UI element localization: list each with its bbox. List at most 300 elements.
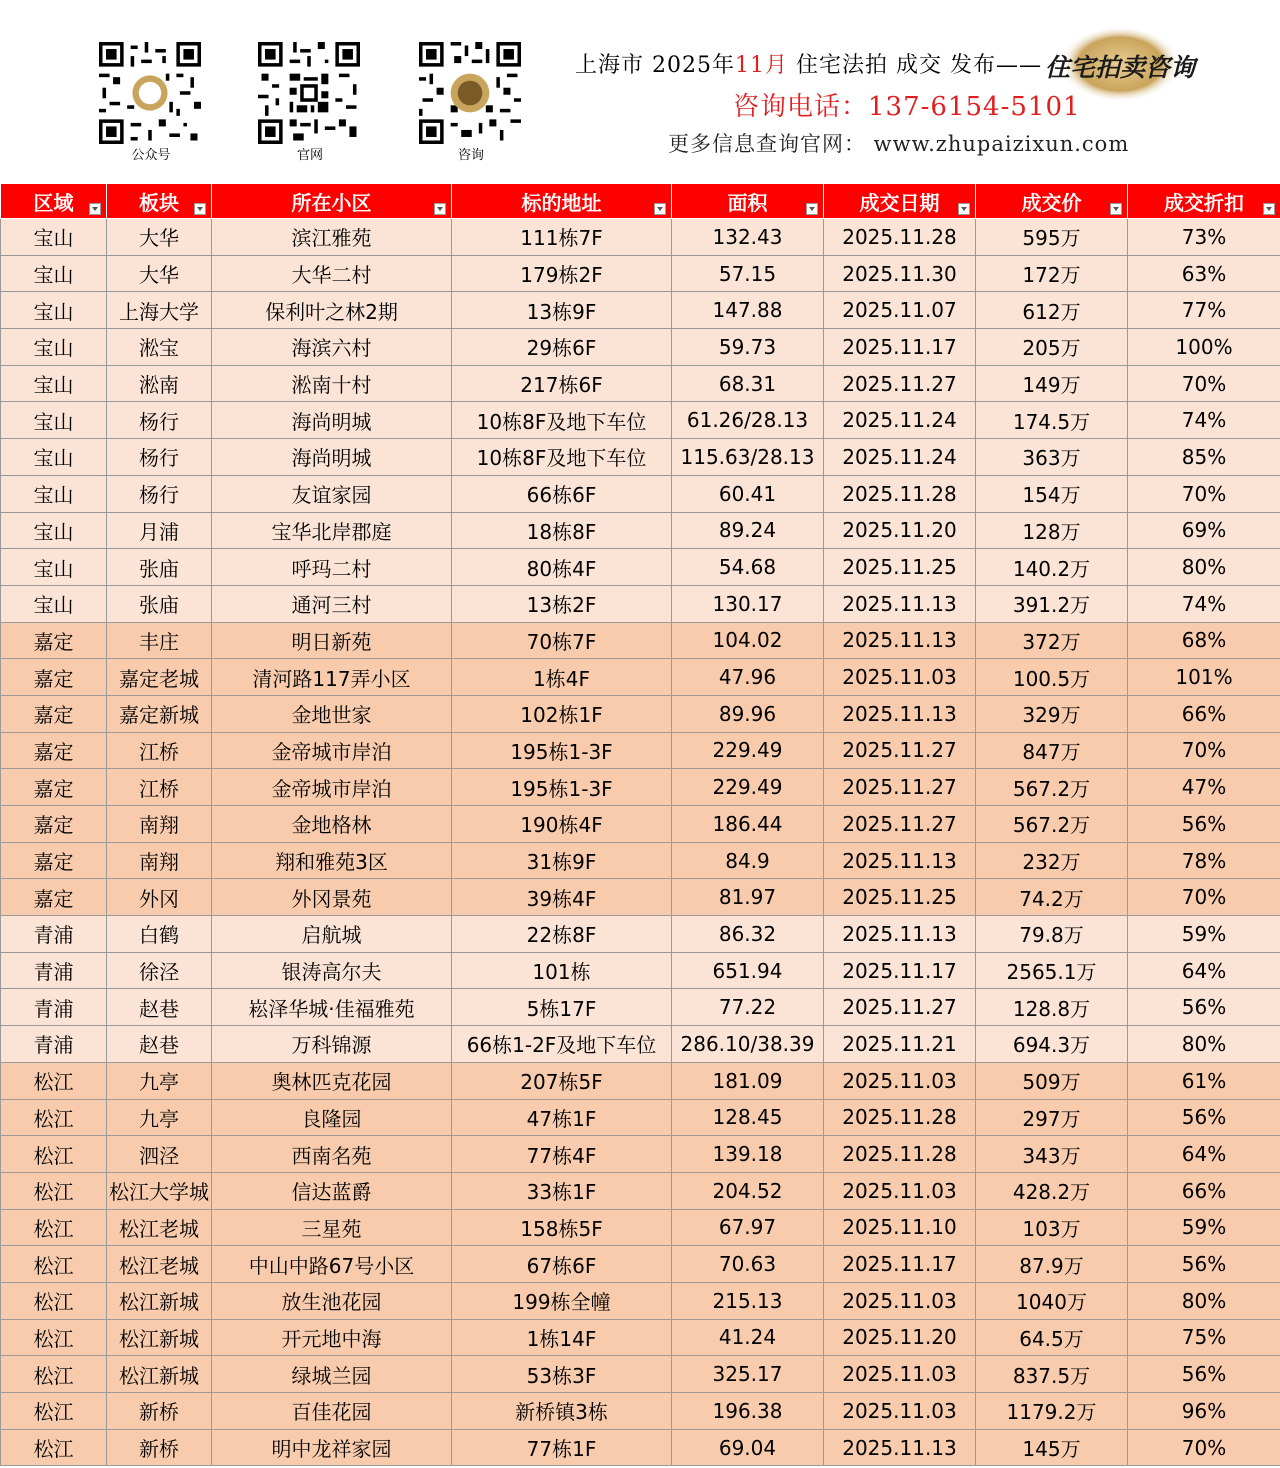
discount-cell: 56% (1128, 1246, 1280, 1283)
district-cell: 嘉定 (1, 622, 107, 659)
date-cell: 2025.11.03 (824, 1393, 976, 1430)
district-cell: 宝山 (1, 549, 107, 586)
area-cell: 68.31 (672, 365, 824, 402)
table-row[interactable] (1, 365, 1280, 402)
table-row[interactable] (1, 439, 1280, 476)
title-month: 11月 (734, 53, 788, 78)
discount-cell: 69% (1128, 512, 1280, 549)
price-cell: 79.8万 (976, 916, 1128, 953)
discount-cell: 80% (1128, 1026, 1280, 1063)
price-cell: 847万 (976, 732, 1128, 769)
area-cell: 69.04 (672, 1429, 824, 1466)
discount-cell: 75% (1128, 1319, 1280, 1356)
table-row[interactable] (1, 952, 1280, 989)
table-row[interactable] (1, 732, 1280, 769)
sector-cell: 淞宝 (107, 329, 212, 366)
discount-cell: 66% (1128, 695, 1280, 732)
district-cell: 宝山 (1, 219, 107, 256)
district-cell: 宝山 (1, 512, 107, 549)
address-cell: 29栋6F (452, 329, 672, 366)
address-cell: 190栋4F (452, 806, 672, 843)
discount-cell: 74% (1128, 402, 1280, 439)
district-cell: 宝山 (1, 585, 107, 622)
table-row[interactable] (1, 329, 1280, 366)
table-row[interactable] (1, 916, 1280, 953)
area-cell: 196.38 (672, 1393, 824, 1430)
area-cell: 104.02 (672, 622, 824, 659)
district-cell: 嘉定 (1, 659, 107, 696)
district-cell: 青浦 (1, 916, 107, 953)
community-cell: 信达蓝爵 (212, 1172, 452, 1209)
date-cell: 2025.11.17 (824, 329, 976, 366)
discount-cell: 101% (1128, 659, 1280, 696)
address-cell: 102栋1F (452, 695, 672, 732)
area-cell: 651.94 (672, 952, 824, 989)
table-row[interactable] (1, 219, 1280, 256)
discount-cell: 56% (1128, 1099, 1280, 1136)
table-row[interactable] (1, 512, 1280, 549)
discount-cell: 47% (1128, 769, 1280, 806)
discount-cell: 70% (1128, 732, 1280, 769)
date-cell: 2025.11.03 (824, 1062, 976, 1099)
area-cell: 61.26/28.13 (672, 402, 824, 439)
district-cell: 松江 (1, 1062, 107, 1099)
address-cell: 13栋9F (452, 292, 672, 329)
price-cell: 694.3万 (976, 1026, 1128, 1063)
discount-cell: 74% (1128, 585, 1280, 622)
title-prefix: 上海市 2025年 (575, 53, 735, 78)
price-cell: 567.2万 (976, 806, 1128, 843)
column-header-district[interactable]: 区域 (1, 184, 107, 219)
table-row[interactable] (1, 622, 1280, 659)
community-cell: 海尚明城 (212, 402, 452, 439)
discount-cell: 59% (1128, 1209, 1280, 1246)
district-cell: 青浦 (1, 952, 107, 989)
table-row[interactable] (1, 402, 1280, 439)
community-cell: 中山中路67号小区 (212, 1246, 452, 1283)
discount-cell: 70% (1128, 879, 1280, 916)
sector-cell: 白鹤 (107, 916, 212, 953)
sector-cell: 张庙 (107, 585, 212, 622)
filter-dropdown-icon[interactable] (1110, 203, 1122, 215)
price-cell: 329万 (976, 695, 1128, 732)
sector-cell: 松江老城 (107, 1246, 212, 1283)
date-cell: 2025.11.13 (824, 585, 976, 622)
community-cell: 奥林匹克花园 (212, 1062, 452, 1099)
district-cell: 宝山 (1, 292, 107, 329)
address-cell: 195栋1-3F (452, 732, 672, 769)
discount-cell: 100% (1128, 329, 1280, 366)
filter-dropdown-icon[interactable] (1263, 203, 1275, 215)
area-cell: 139.18 (672, 1136, 824, 1173)
community-cell: 西南名苑 (212, 1136, 452, 1173)
filter-dropdown-icon[interactable] (654, 203, 666, 215)
price-cell: 145万 (976, 1429, 1128, 1466)
area-cell: 70.63 (672, 1246, 824, 1283)
district-cell: 青浦 (1, 989, 107, 1026)
area-cell: 215.13 (672, 1282, 824, 1319)
price-cell: 372万 (976, 622, 1128, 659)
date-cell: 2025.11.10 (824, 1209, 976, 1246)
price-cell: 595万 (976, 219, 1128, 256)
date-cell: 2025.11.27 (824, 365, 976, 402)
price-cell: 343万 (976, 1136, 1128, 1173)
district-cell: 宝山 (1, 255, 107, 292)
community-cell: 大华二村 (212, 255, 452, 292)
date-cell: 2025.11.27 (824, 732, 976, 769)
community-cell: 翔和雅苑3区 (212, 842, 452, 879)
sector-cell: 南翔 (107, 842, 212, 879)
sector-cell: 赵巷 (107, 1026, 212, 1063)
address-cell: 199栋全幢 (452, 1282, 672, 1319)
table-row[interactable] (1, 769, 1280, 806)
date-cell: 2025.11.28 (824, 219, 976, 256)
district-cell: 松江 (1, 1429, 107, 1466)
table-row[interactable] (1, 806, 1280, 843)
community-cell: 滨江雅苑 (212, 219, 452, 256)
date-cell: 2025.11.24 (824, 439, 976, 476)
address-cell: 101栋 (452, 952, 672, 989)
discount-cell: 96% (1128, 1393, 1280, 1430)
date-cell: 2025.11.28 (824, 475, 976, 512)
community-cell: 放生池花园 (212, 1282, 452, 1319)
address-cell: 33栋1F (452, 1172, 672, 1209)
address-cell: 39栋4F (452, 879, 672, 916)
date-cell: 2025.11.03 (824, 1172, 976, 1209)
sector-cell: 松江大学城 (107, 1172, 212, 1209)
table-row[interactable] (1, 475, 1280, 512)
date-cell: 2025.11.17 (824, 1246, 976, 1283)
address-cell: 13栋2F (452, 585, 672, 622)
table-row[interactable] (1, 1026, 1280, 1063)
sector-cell: 赵巷 (107, 989, 212, 1026)
table-row[interactable] (1, 585, 1280, 622)
district-cell: 嘉定 (1, 769, 107, 806)
date-cell: 2025.11.13 (824, 1429, 976, 1466)
column-header-price[interactable]: 成交价 (976, 184, 1128, 219)
table-row[interactable] (1, 1062, 1280, 1099)
sector-cell: 南翔 (107, 806, 212, 843)
address-cell: 70栋7F (452, 622, 672, 659)
district-cell: 松江 (1, 1393, 107, 1430)
phone-number[interactable]: 咨询电话：137-6154-5101 (733, 92, 1081, 122)
date-cell: 2025.11.17 (824, 952, 976, 989)
community-cell: 金地格林 (212, 806, 452, 843)
community-cell: 海滨六村 (212, 329, 452, 366)
table-row[interactable] (1, 1319, 1280, 1356)
sector-cell: 九亭 (107, 1099, 212, 1136)
area-cell: 67.97 (672, 1209, 824, 1246)
sector-cell: 外冈 (107, 879, 212, 916)
district-cell: 宝山 (1, 329, 107, 366)
address-cell: 47栋1F (452, 1099, 672, 1136)
sector-cell: 嘉定新城 (107, 695, 212, 732)
discount-cell: 70% (1128, 475, 1280, 512)
address-cell: 31栋9F (452, 842, 672, 879)
price-cell: 174.5万 (976, 402, 1128, 439)
price-cell: 837.5万 (976, 1356, 1128, 1393)
filter-dropdown-icon[interactable] (194, 203, 206, 215)
date-cell: 2025.11.20 (824, 512, 976, 549)
address-cell: 66栋6F (452, 475, 672, 512)
community-cell: 银涛高尔夫 (212, 952, 452, 989)
address-cell: 18栋8F (452, 512, 672, 549)
community-cell: 淞南十村 (212, 365, 452, 402)
date-cell: 2025.11.07 (824, 292, 976, 329)
price-cell: 2565.1万 (976, 952, 1128, 989)
sector-cell: 徐泾 (107, 952, 212, 989)
community-cell: 金帝城市岸泊 (212, 732, 452, 769)
community-cell: 清河路117弄小区 (212, 659, 452, 696)
address-cell: 80栋4F (452, 549, 672, 586)
discount-cell: 85% (1128, 439, 1280, 476)
area-cell: 128.45 (672, 1099, 824, 1136)
address-cell: 新桥镇3栋 (452, 1393, 672, 1430)
date-cell: 2025.11.21 (824, 1026, 976, 1063)
page-title (575, 48, 1042, 79)
address-cell: 77栋1F (452, 1429, 672, 1466)
sector-cell: 泗泾 (107, 1136, 212, 1173)
district-cell: 嘉定 (1, 879, 107, 916)
table-row[interactable] (1, 1099, 1280, 1136)
filter-dropdown-icon[interactable] (434, 203, 446, 215)
district-cell: 松江 (1, 1209, 107, 1246)
sector-cell: 丰庄 (107, 622, 212, 659)
area-cell: 89.96 (672, 695, 824, 732)
discount-cell: 56% (1128, 1356, 1280, 1393)
district-cell: 嘉定 (1, 695, 107, 732)
date-cell: 2025.11.13 (824, 695, 976, 732)
table-row[interactable] (1, 879, 1280, 916)
area-cell: 147.88 (672, 292, 824, 329)
community-cell: 万科锦源 (212, 1026, 452, 1063)
discount-cell: 59% (1128, 916, 1280, 953)
address-cell: 158栋5F (452, 1209, 672, 1246)
area-cell: 81.97 (672, 879, 824, 916)
price-cell: 64.5万 (976, 1319, 1128, 1356)
sector-cell: 九亭 (107, 1062, 212, 1099)
discount-cell: 61% (1128, 1062, 1280, 1099)
qr-code-icon[interactable] (419, 42, 521, 144)
area-cell: 47.96 (672, 659, 824, 696)
date-cell: 2025.11.13 (824, 842, 976, 879)
column-header-sector[interactable]: 板块 (107, 184, 212, 219)
area-cell: 84.9 (672, 842, 824, 879)
price-cell: 1040万 (976, 1282, 1128, 1319)
price-cell: 205万 (976, 329, 1128, 366)
sector-cell: 松江老城 (107, 1209, 212, 1246)
sector-cell: 江桥 (107, 732, 212, 769)
column-header-area[interactable]: 面积 (672, 184, 824, 219)
community-cell: 开元地中海 (212, 1319, 452, 1356)
area-cell: 115.63/28.13 (672, 439, 824, 476)
qr-caption: 公众号 (131, 148, 171, 163)
sector-cell: 上海大学 (107, 292, 212, 329)
community-cell: 外冈景苑 (212, 879, 452, 916)
table-row[interactable] (1, 1282, 1280, 1319)
district-cell: 嘉定 (1, 842, 107, 879)
community-cell: 友谊家园 (212, 475, 452, 512)
qr-code-icon[interactable] (258, 42, 360, 144)
date-cell: 2025.11.28 (824, 1099, 976, 1136)
price-cell: 567.2万 (976, 769, 1128, 806)
table-row[interactable] (1, 659, 1280, 696)
address-cell: 179栋2F (452, 255, 672, 292)
address-cell: 77栋4F (452, 1136, 672, 1173)
qr-block-consult[interactable] (419, 42, 523, 164)
price-cell: 232万 (976, 842, 1128, 879)
table-row[interactable] (1, 989, 1280, 1026)
table-row[interactable] (1, 1209, 1280, 1246)
price-cell: 103万 (976, 1209, 1128, 1246)
price-cell: 100.5万 (976, 659, 1128, 696)
table-row[interactable] (1, 1429, 1280, 1466)
price-cell: 1179.2万 (976, 1393, 1128, 1430)
table-header-row (1, 184, 1280, 219)
discount-cell: 77% (1128, 292, 1280, 329)
address-cell: 111栋7F (452, 219, 672, 256)
column-header-discount[interactable]: 成交折扣 (1128, 184, 1280, 219)
qr-code-icon[interactable] (99, 42, 201, 144)
title-suffix: 住宅法拍 成交 发布—— (787, 53, 1042, 78)
community-cell: 绿城兰园 (212, 1356, 452, 1393)
area-cell: 186.44 (672, 806, 824, 843)
area-cell: 54.68 (672, 549, 824, 586)
sector-cell: 杨行 (107, 439, 212, 476)
table-row[interactable] (1, 695, 1280, 732)
sector-cell: 月浦 (107, 512, 212, 549)
filter-dropdown-icon[interactable] (89, 203, 101, 215)
area-cell: 59.73 (672, 329, 824, 366)
address-cell: 217栋6F (452, 365, 672, 402)
area-cell: 57.15 (672, 255, 824, 292)
price-cell: 612万 (976, 292, 1128, 329)
sector-cell: 江桥 (107, 769, 212, 806)
district-cell: 宝山 (1, 365, 107, 402)
sector-cell: 松江新城 (107, 1356, 212, 1393)
column-header-address[interactable]: 标的地址 (452, 184, 672, 219)
discount-cell: 56% (1128, 989, 1280, 1026)
filter-dropdown-icon[interactable] (958, 203, 970, 215)
deals-table (0, 183, 1280, 1466)
district-cell: 宝山 (1, 439, 107, 476)
table-row[interactable] (1, 255, 1280, 292)
website-link[interactable]: 更多信息查询官网： www.zhupaizixun.com (668, 132, 1130, 156)
date-cell: 2025.11.20 (824, 1319, 976, 1356)
price-cell: 87.9万 (976, 1246, 1128, 1283)
date-cell: 2025.11.27 (824, 769, 976, 806)
price-cell: 128万 (976, 512, 1128, 549)
address-cell: 5栋17F (452, 989, 672, 1026)
date-cell: 2025.11.24 (824, 402, 976, 439)
address-cell: 66栋1-2F及地下车位 (452, 1026, 672, 1063)
area-cell: 77.22 (672, 989, 824, 1026)
date-cell: 2025.11.25 (824, 549, 976, 586)
sector-cell: 新桥 (107, 1429, 212, 1466)
discount-cell: 66% (1128, 1172, 1280, 1209)
table-row[interactable] (1, 292, 1280, 329)
address-cell: 10栋8F及地下车位 (452, 439, 672, 476)
area-cell: 130.17 (672, 585, 824, 622)
district-cell: 松江 (1, 1282, 107, 1319)
district-cell: 嘉定 (1, 732, 107, 769)
discount-cell: 80% (1128, 1282, 1280, 1319)
table-row[interactable] (1, 842, 1280, 879)
district-cell: 松江 (1, 1356, 107, 1393)
date-cell: 2025.11.28 (824, 1136, 976, 1173)
discount-cell: 64% (1128, 952, 1280, 989)
brand-name: 住宅拍卖咨询 (1044, 53, 1195, 82)
address-cell: 22栋8F (452, 916, 672, 953)
area-cell: 229.49 (672, 769, 824, 806)
area-cell: 86.32 (672, 916, 824, 953)
district-cell: 松江 (1, 1172, 107, 1209)
community-cell: 呼玛二村 (212, 549, 452, 586)
column-header-community[interactable]: 所在小区 (212, 184, 452, 219)
area-cell: 60.41 (672, 475, 824, 512)
price-cell: 128.8万 (976, 989, 1128, 1026)
date-cell: 2025.11.03 (824, 659, 976, 696)
date-cell: 2025.11.03 (824, 1356, 976, 1393)
sector-cell: 大华 (107, 219, 212, 256)
date-cell: 2025.11.30 (824, 255, 976, 292)
qr-block-site[interactable] (258, 42, 362, 164)
discount-cell: 68% (1128, 622, 1280, 659)
table-row[interactable] (1, 1246, 1280, 1283)
price-cell: 149万 (976, 365, 1128, 402)
discount-cell: 56% (1128, 806, 1280, 843)
discount-cell: 80% (1128, 549, 1280, 586)
district-cell: 宝山 (1, 475, 107, 512)
table-row[interactable] (1, 1172, 1280, 1209)
sector-cell: 大华 (107, 255, 212, 292)
community-cell: 崧泽华城·佳福雅苑 (212, 989, 452, 1026)
community-cell: 金地世家 (212, 695, 452, 732)
table-row[interactable] (1, 1393, 1280, 1430)
table-row[interactable] (1, 1356, 1280, 1393)
discount-cell: 70% (1128, 365, 1280, 402)
address-cell: 207栋5F (452, 1062, 672, 1099)
date-cell: 2025.11.25 (824, 879, 976, 916)
address-cell: 1栋4F (452, 659, 672, 696)
discount-cell: 64% (1128, 1136, 1280, 1173)
area-cell: 286.10/38.39 (672, 1026, 824, 1063)
column-header-date[interactable]: 成交日期 (824, 184, 976, 219)
community-cell: 明中龙祥家园 (212, 1429, 452, 1466)
date-cell: 2025.11.27 (824, 989, 976, 1026)
price-cell: 297万 (976, 1099, 1128, 1136)
sector-cell: 松江新城 (107, 1282, 212, 1319)
price-cell: 74.2万 (976, 879, 1128, 916)
price-cell: 509万 (976, 1062, 1128, 1099)
district-cell: 宝山 (1, 402, 107, 439)
address-cell: 10栋8F及地下车位 (452, 402, 672, 439)
area-cell: 181.09 (672, 1062, 824, 1099)
sector-cell: 淞南 (107, 365, 212, 402)
sector-cell: 杨行 (107, 475, 212, 512)
header (0, 0, 1280, 183)
filter-dropdown-icon[interactable] (806, 203, 818, 215)
sector-cell: 嘉定老城 (107, 659, 212, 696)
qr-block-wechat[interactable] (99, 42, 203, 164)
table-row[interactable] (1, 1136, 1280, 1173)
district-cell: 青浦 (1, 1026, 107, 1063)
sector-cell: 张庙 (107, 549, 212, 586)
table-row[interactable] (1, 549, 1280, 586)
date-cell: 2025.11.13 (824, 622, 976, 659)
district-cell: 嘉定 (1, 806, 107, 843)
discount-cell: 63% (1128, 255, 1280, 292)
